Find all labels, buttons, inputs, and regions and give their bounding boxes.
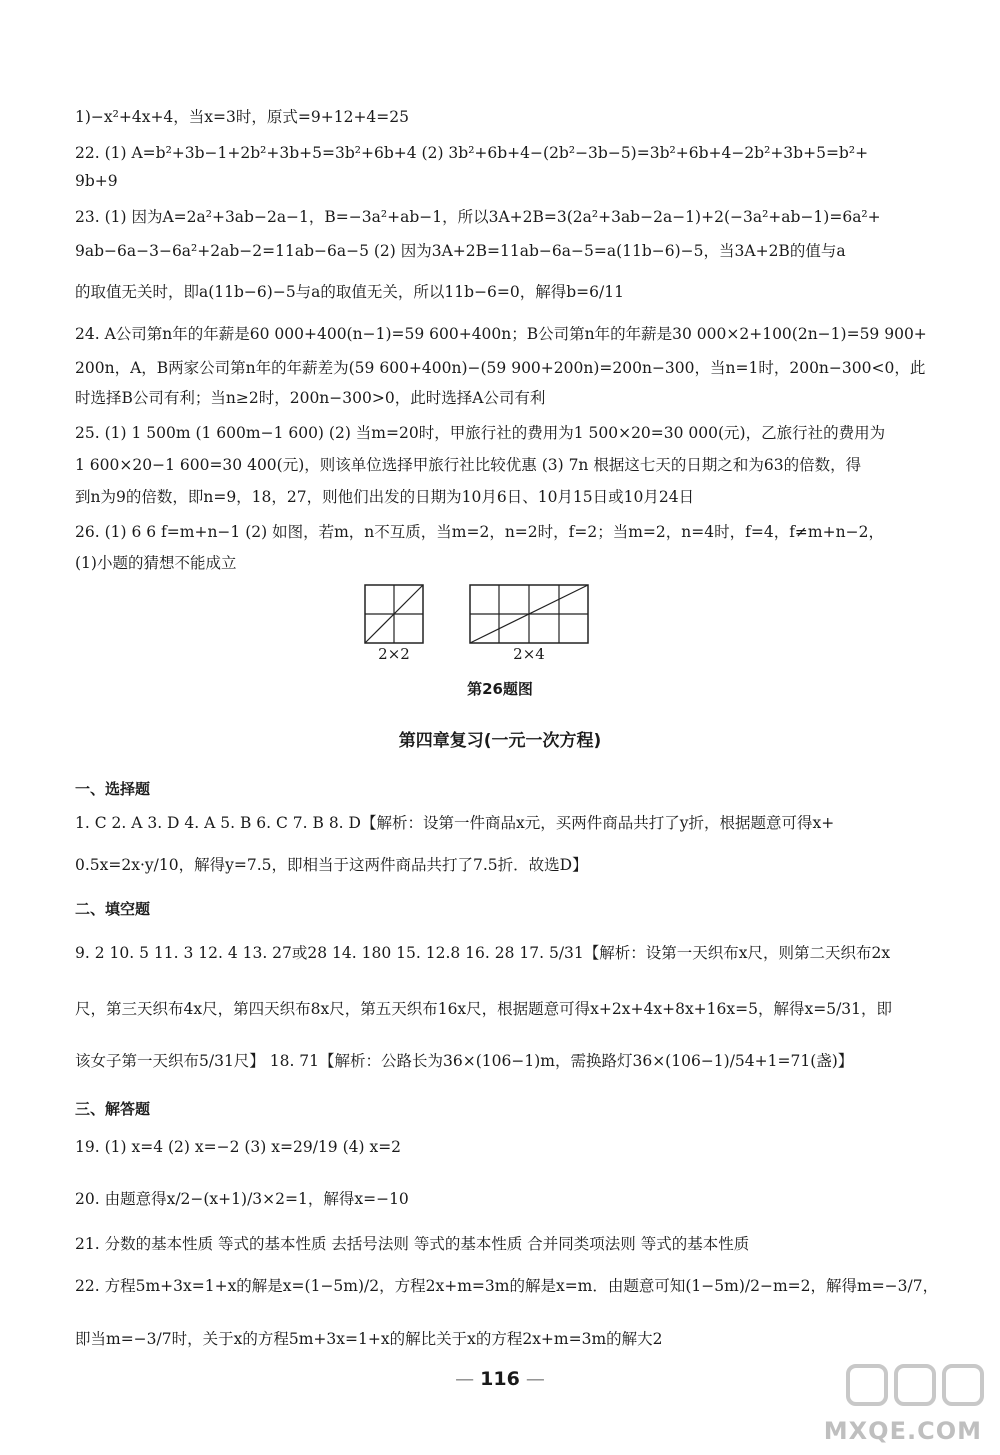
text-line: 21. 分数的基本性质 等式的基本性质 去括号法则 等式的基本性质 合并同类项法则 等式的基本性质	[75, 1235, 750, 1253]
section-heading-choice: 一、选择题	[75, 780, 151, 798]
text-line: 9. 2 10. 5 11. 3 12. 4 13. 27或28 14. 180 15. 12.8 16. 28 17. 5/31【解析：设第一天织布x尺，则第二天织布2x	[75, 944, 891, 962]
text-line: 9b+9	[75, 172, 118, 190]
text-line: 即当m=−3/7时，关于x的方程5m+3x=1+x的解比关于x的方程2x+m=3m的解大2	[75, 1330, 663, 1348]
text-line: 22. 方程5m+3x=1+x的解是x=(1−5m)/2，方程2x+m=3m的解是x=m．由题意可知(1−5m)/2−m=2，解得m=−3/7，	[75, 1277, 939, 1295]
grid-2x2-figure	[364, 584, 424, 644]
page-number: — 116 —	[455, 1368, 545, 1390]
section-heading-fill: 二、填空题	[75, 900, 151, 918]
text-line: 200n，A，B两家公司第n年的年薪差为(59 600+400n)−(59 900+200n)=200n−300，当n=1时，200n−300<0，此	[75, 359, 926, 377]
text-line: 该女子第一天织布5/31尺】 18. 71【解析：公路长为36×(106−1)m，需换路灯36×(106−1)/54+1=71(盏)】	[75, 1052, 854, 1070]
text-line: 26. (1) 6 6 f=m+n−1 (2) 如图，若m，n不互质，当m=2，n=2时，f=2；当m=2，n=4时，f=4，f≠m+n−2，	[75, 523, 884, 541]
text-line: 1)−x²+4x+4，当x=3时，原式=9+12+4=25	[75, 108, 409, 126]
text-line: (1)小题的猜想不能成立	[75, 554, 237, 572]
text-line: 1 600×20−1 600=30 400(元)，则该单位选择甲旅行社比较优惠 (3) 7n 根据这七天的日期之和为63的倍数，得	[75, 456, 862, 474]
text-line: 1. C 2. A 3. D 4. A 5. B 6. C 7. B 8. D【解析：设第一件商品x元，买两件商品共打了y折，根据题意可得x+	[75, 814, 835, 832]
text-line: 时选择B公司有利；当n≥2时，200n−300>0，此时选择A公司有利	[75, 389, 546, 407]
text-line: 24. A公司第n年的年薪是60 000+400(n−1)=59 600+400n；B公司第n年的年薪是30 000×2+100(2n−1)=59 900+	[75, 325, 927, 343]
watermark-text: MXQE.COM	[823, 1417, 982, 1445]
text-line: 23. (1) 因为A=2a²+3ab−2a−1，B=−3a²+ab−1，所以3A+2B=3(2a²+3ab−2a−1)+2(−3a²+ab−1)=6a²+	[75, 208, 881, 226]
text-line: 9ab−6a−3−6a²+2ab−2=11ab−6a−5 (2) 因为3A+2B=11ab−6a−5=a(11b−6)−5，当3A+2B的值与a	[75, 242, 846, 260]
figure-caption: 第26题图	[467, 680, 533, 698]
text-line: 到n为9的倍数，即n=9，18，27，则他们出发的日期为10月6日、10月15日或10月24日	[75, 488, 695, 506]
text-line: 25. (1) 1 500m (1 600m−1 600) (2) 当m=20时，甲旅行社的费用为1 500×20=30 000(元)，乙旅行社的费用为	[75, 424, 886, 442]
text-line: 的取值无关时，即a(11b−6)−5与a的取值无关，所以11b−6=0，解得b=6/11	[75, 283, 624, 301]
text-line: 20. 由题意得x/2−(x+1)/3×2=1，解得x=−10	[75, 1190, 409, 1208]
text-line: 尺，第三天织布4x尺，第四天织布8x尺，第五天织布16x尺，根据题意可得x+2x+4x+8x+16x=5，解得x=5/31，即	[75, 1000, 893, 1018]
figure-label-2x2: 2×2	[378, 645, 410, 663]
text-line: 19. (1) x=4 (2) x=−2 (3) x=29/19 (4) x=2	[75, 1138, 402, 1156]
figure-label-2x4: 2×4	[513, 645, 545, 663]
text-line: 22. (1) A=b²+3b−1+2b²+3b+5=3b²+6b+4 (2) 3b²+6b+4−(2b²−3b−5)=3b²+6b+4−2b²+3b+5=b²+	[75, 144, 869, 162]
text-line: 0.5x=2x·y/10，解得y=7.5，即相当于这两件商品共打了7.5折．故选D】	[75, 856, 588, 874]
chapter-title: 第四章复习(一元一次方程)	[398, 731, 602, 751]
section-heading-answers: 三、解答题	[75, 1100, 151, 1118]
grid-2x4-figure	[469, 584, 589, 644]
